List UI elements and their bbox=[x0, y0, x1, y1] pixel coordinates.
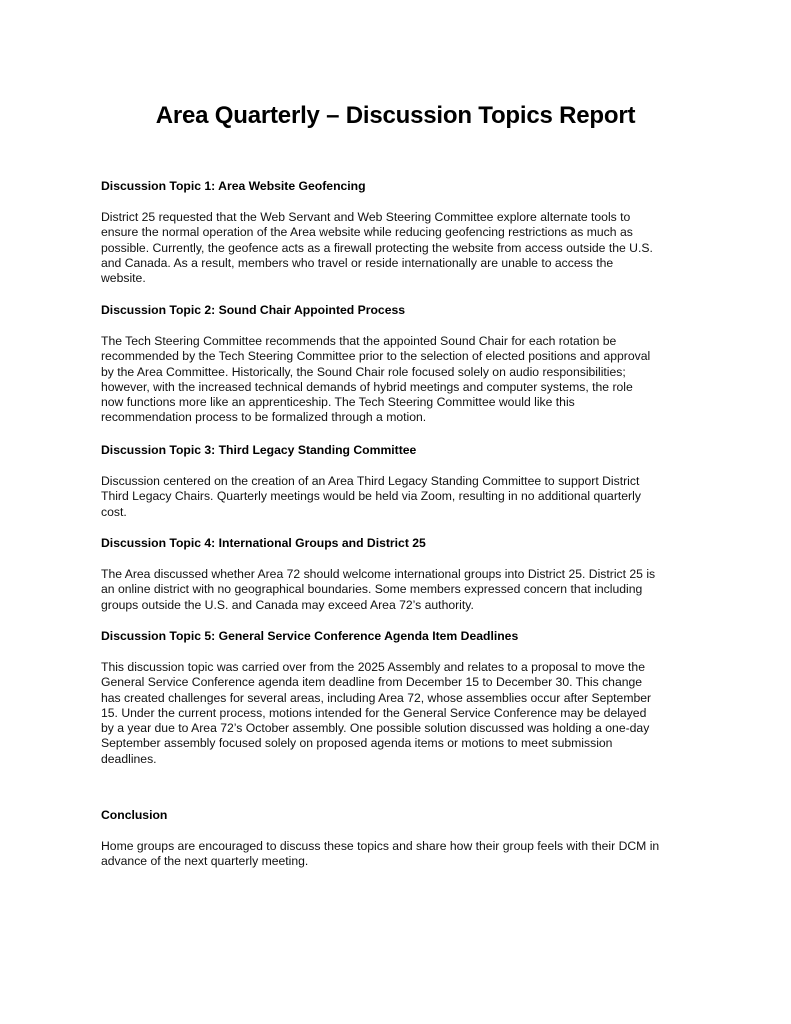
text-line: This discussion topic was carried over from the 2025 Assembly and relates to a proposal to move the bbox=[101, 660, 645, 674]
text-line: 15. Under the current process, motions intended for the General Service Conference may be delayed bbox=[101, 705, 647, 720]
text-line: website. bbox=[101, 271, 146, 286]
section-body-topic-2 bbox=[101, 334, 701, 426]
text-line: recommendation process to be formalized through a motion. bbox=[101, 410, 427, 425]
text-line: Home groups are encouraged to discuss these topics and share how their group feels with their DCM in bbox=[101, 839, 660, 853]
text-line: by the Area Committee. Historically, the Sound Chair role focused solely on audio responsibilities; bbox=[101, 364, 626, 379]
text-line: advance of the next quarterly meeting. bbox=[101, 854, 309, 869]
section-heading-conclusion: Conclusion bbox=[101, 808, 168, 822]
page-title: Area Quarterly – Discussion Topics Report bbox=[155, 102, 636, 129]
text-line: has created challenges for several areas, including Area 72, whose assemblies occur after September bbox=[101, 690, 652, 705]
section-heading-topic-2: Discussion Topic 2: Sound Chair Appointed Process bbox=[101, 303, 406, 317]
text-line: Third Legacy Chairs. Quarterly meetings would be held via Zoom, resulting in no additional quarterly bbox=[101, 489, 641, 504]
text-line: recommended by the Tech Steering Committee prior to the selection of elected positions and approval bbox=[101, 349, 651, 364]
section-body-topic-5 bbox=[101, 660, 701, 767]
text-line: however, with the increased technical demands of hybrid meetings and computer systems, the role bbox=[101, 379, 633, 394]
text-line: an online district with no geographical boundaries. Some members expressed concern that including bbox=[101, 582, 643, 597]
text-line: ensure the normal operation of the Area website while reducing geofencing restrictions as much as bbox=[101, 225, 633, 240]
text-line: cost. bbox=[101, 504, 127, 519]
section-heading-topic-3: Discussion Topic 3: Third Legacy Standing Committee bbox=[101, 443, 417, 457]
text-line: The Tech Steering Committee recommends that the appointed Sound Chair for each rotation be bbox=[101, 334, 617, 348]
text-line: and Canada. As a result, members who travel or reside internationally are unable to access the bbox=[101, 255, 614, 270]
text-line: groups outside the U.S. and Canada may exceed Area 72’s authority. bbox=[101, 597, 474, 612]
text-line: deadlines. bbox=[101, 751, 157, 766]
section-body-topic-4 bbox=[101, 567, 701, 613]
text-line: The Area discussed whether Area 72 should welcome international groups into District 25. District 25 is bbox=[101, 567, 656, 581]
text-line: now functions more like an apprenticeship. The Tech Steering Committee would like this bbox=[101, 395, 575, 410]
section-body-topic-3 bbox=[101, 474, 701, 520]
text-line: General Service Conference agenda item deadline from December 15 to December 30. This change bbox=[101, 675, 643, 690]
text-line: District 25 requested that the Web Servant and Web Steering Committee explore alternate tools to bbox=[101, 210, 631, 224]
section-heading-topic-1: Discussion Topic 1: Area Website Geofencing bbox=[101, 179, 366, 193]
text-line: September assembly focused solely on proposed agenda items or motions to meet submission bbox=[101, 736, 613, 751]
text-line: by a year due to Area 72’s October assembly. One possible solution discussed was holding a one-day bbox=[101, 721, 650, 736]
section-body-topic-1 bbox=[101, 210, 701, 286]
section-heading-topic-5: Discussion Topic 5: General Service Conference Agenda Item Deadlines bbox=[101, 629, 519, 643]
text-line: possible. Currently, the geofence acts as a firewall protecting the website from access outside the U.S. bbox=[101, 240, 653, 255]
section-heading-topic-4: Discussion Topic 4: International Groups and District 25 bbox=[101, 536, 426, 550]
text-line: Discussion centered on the creation of an Area Third Legacy Standing Committee to support District bbox=[101, 474, 640, 488]
section-body-conclusion bbox=[101, 839, 701, 870]
